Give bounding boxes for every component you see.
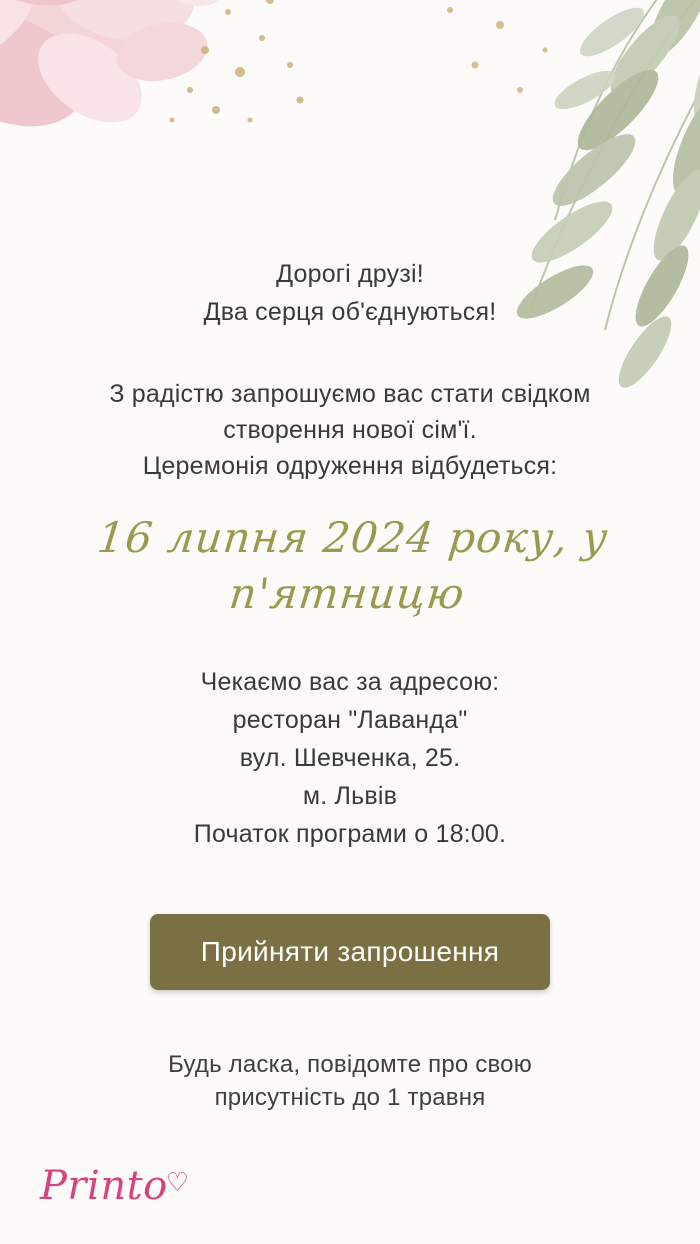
address-block (40, 664, 660, 852)
rsvp-line-2: присутність до 1 травня (214, 1084, 486, 1111)
address-line-5: Початок програми о 18:00. (193, 820, 507, 848)
invite-line-1: З радістю запрошуємо вас стати свідком (109, 380, 591, 408)
accept-invitation-button[interactable]: Прийняти запрошення (150, 914, 550, 990)
brand-logo (40, 1163, 195, 1209)
invitation-text-block (40, 376, 660, 484)
greeting-block (40, 256, 660, 330)
wedding-date: 16 липня 2024 року, у п'ятницю (95, 513, 611, 618)
invite-line-2: створення нової сім'ї. (223, 416, 477, 444)
greeting-line-1: Дорогі друзі! (276, 260, 424, 288)
address-line-1: Чекаємо вас за адресою: (200, 668, 500, 696)
brand-name: Printo (40, 1163, 168, 1209)
rsvp-line-1: Будь ласка, повідомте про свою (168, 1051, 532, 1078)
invite-line-3: Церемонія одруження відбудеться: (142, 452, 558, 480)
greeting-line-2: Два серця об'єднуються! (203, 298, 497, 326)
address-line-4: м. Львів (302, 782, 398, 810)
rsvp-note (40, 1048, 660, 1114)
accept-button-container (150, 914, 550, 990)
address-line-2: ресторан "Лаванда" (232, 706, 468, 734)
address-line-3: вул. Шевченка, 25. (239, 744, 461, 772)
heart-icon: ♡ (165, 1167, 190, 1197)
